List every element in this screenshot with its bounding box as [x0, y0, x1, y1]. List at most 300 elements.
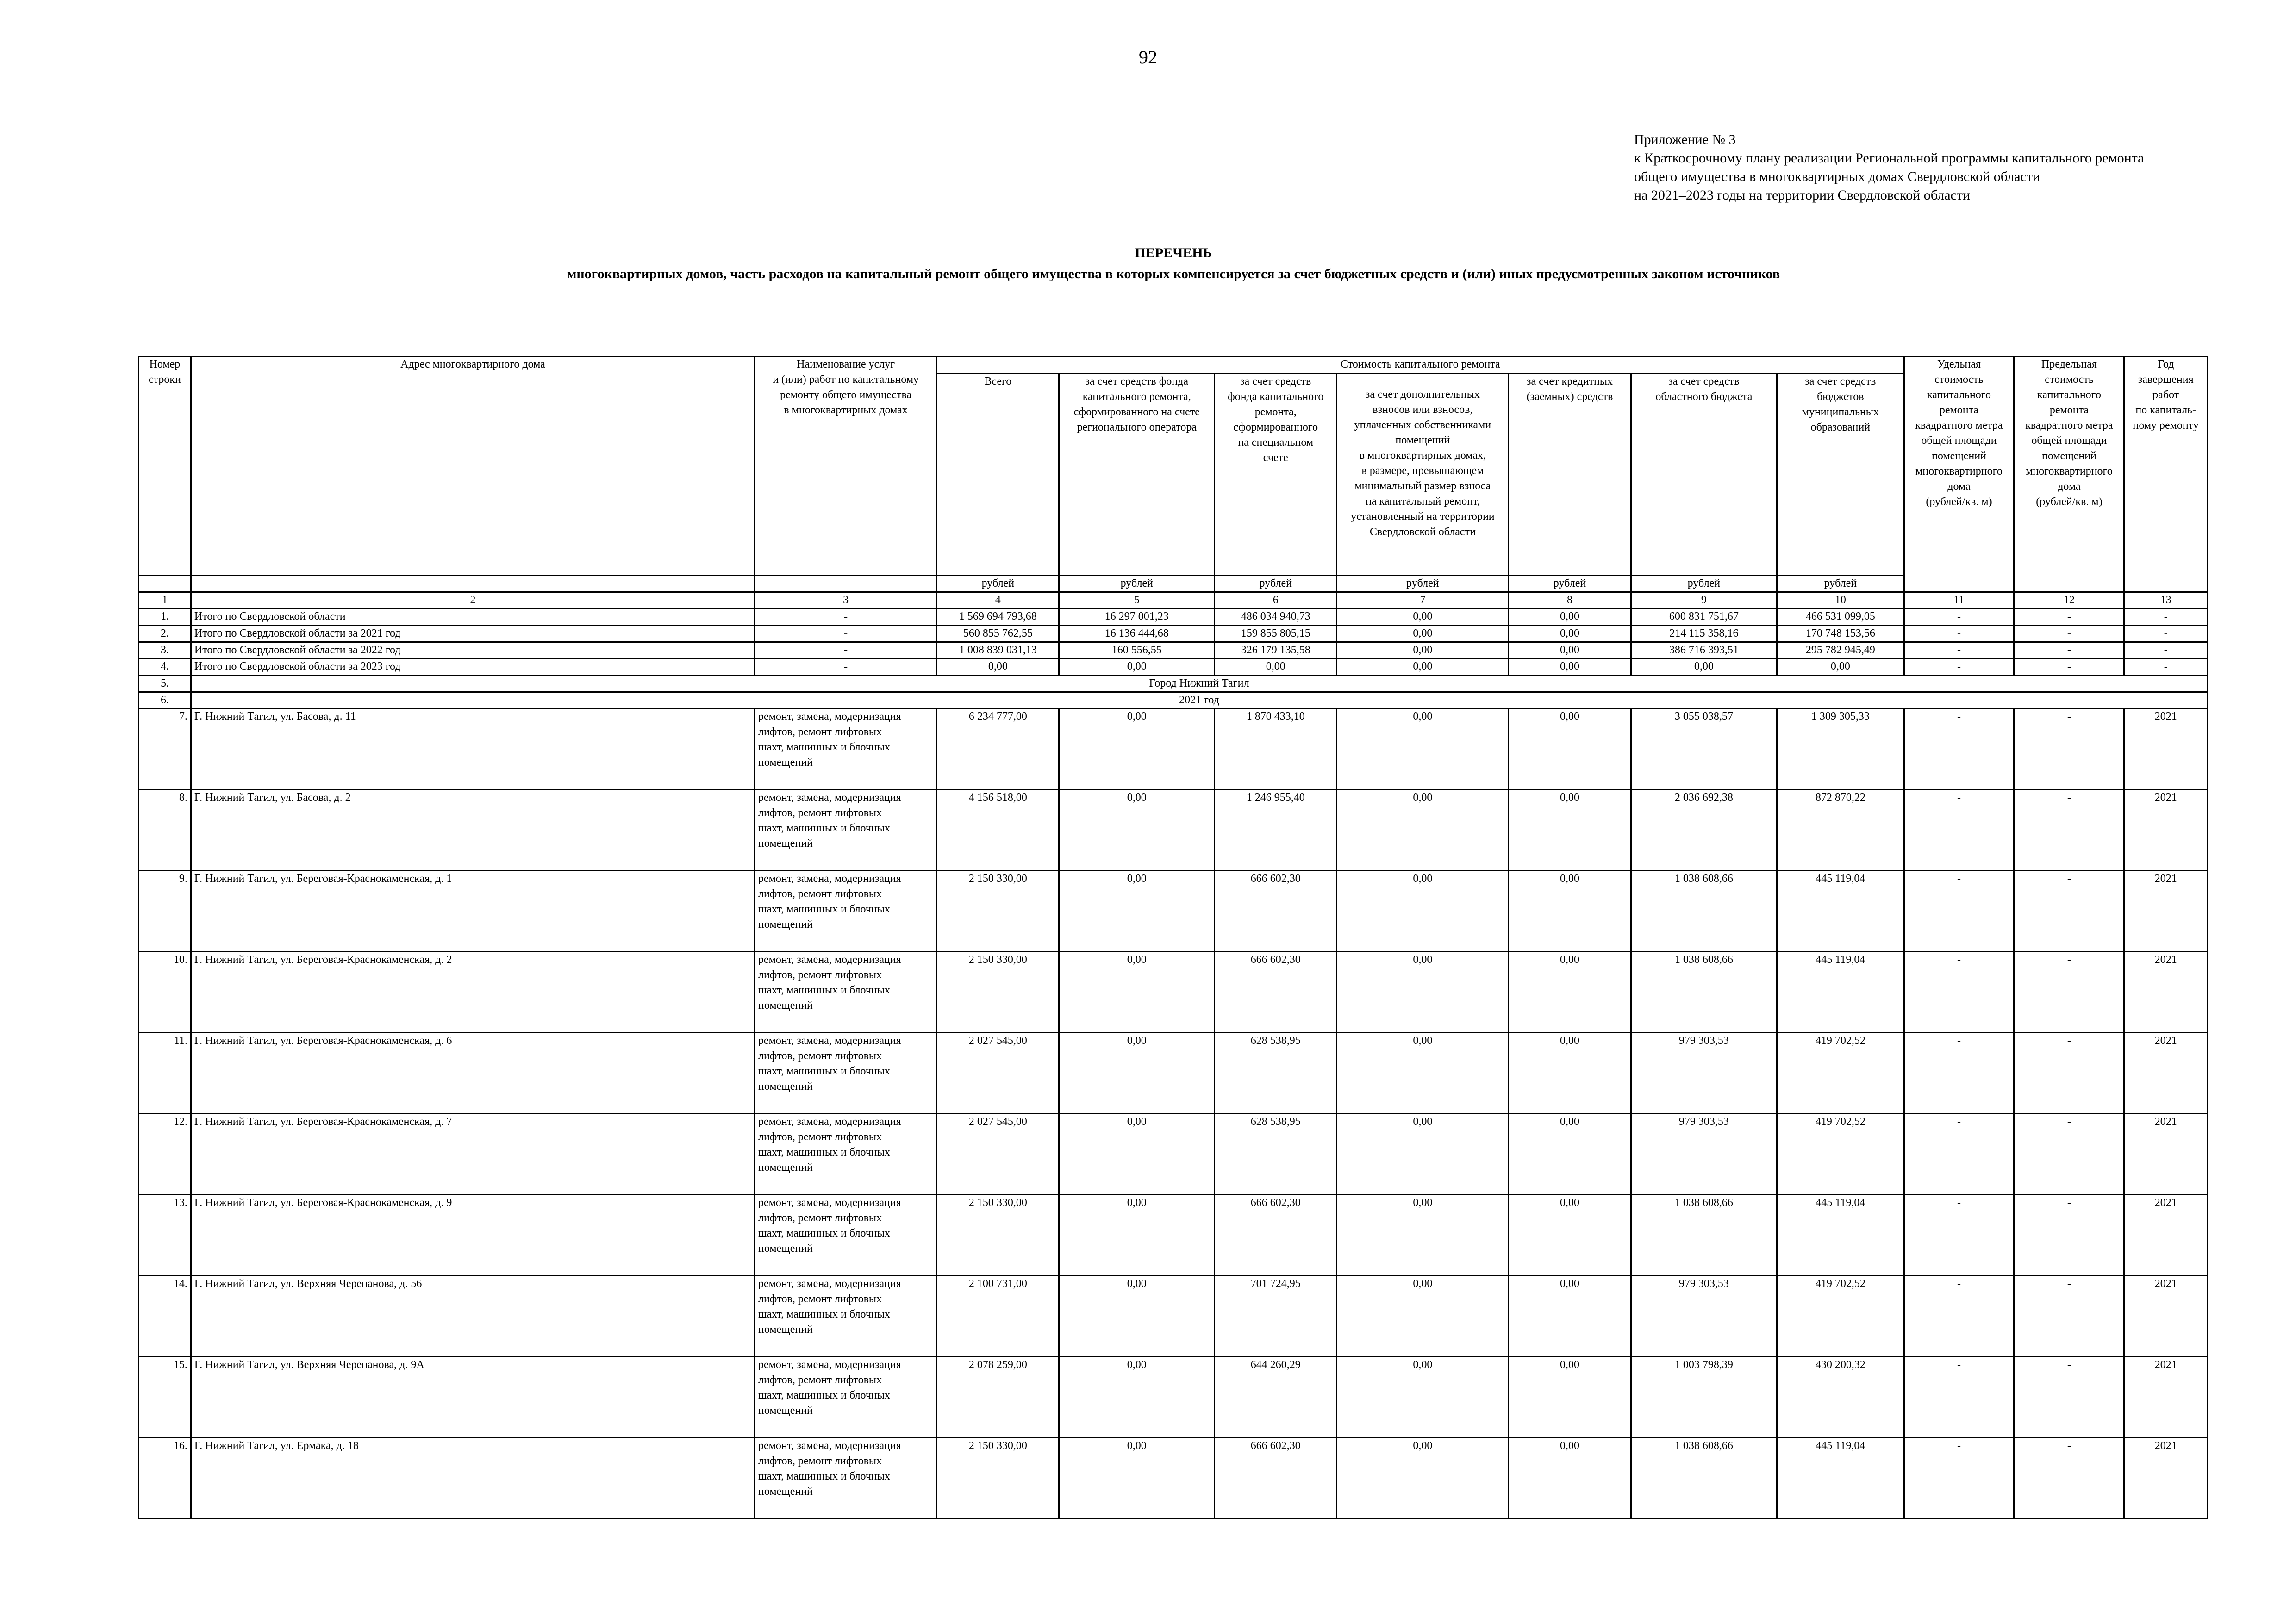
service-text: ремонт, замена, модернизация: [758, 873, 901, 885]
value-cell: 0,00: [1337, 1033, 1509, 1114]
item-rows: [139, 709, 2208, 1519]
header-unit-empty: [191, 575, 755, 592]
value-cell: 1 309 305,33: [1777, 709, 1904, 790]
value-cell: -: [2014, 1357, 2124, 1438]
value-cell: 560 855 762,55: [937, 625, 1059, 642]
table-row: [139, 952, 2208, 1033]
service-text: лифтов, ремонт лифтовых: [758, 807, 882, 819]
table-row: [139, 1033, 2208, 1114]
row-number: 6.: [139, 692, 191, 709]
service-text: ремонт, замена, модернизация: [758, 1278, 901, 1290]
header-text: Свердловской области: [1369, 526, 1476, 538]
value-cell: -: [2014, 609, 2124, 625]
address-cell: Г. Нижний Тагил, ул. Береговая-Краснокаменская, д. 2: [191, 952, 755, 1033]
service-text: лифтов, ремонт лифтовых: [758, 1455, 882, 1467]
header-text: за счет средств: [1668, 375, 1740, 387]
service-text: шахт, машинных и блочных: [758, 984, 890, 996]
value-cell: 666 602,30: [1215, 952, 1337, 1033]
value-cell: -: [1904, 709, 2014, 790]
table-row: [139, 1276, 2208, 1357]
document-title: ПЕРЕЧЕНЬ: [1135, 245, 1212, 261]
value-cell: 486 034 940,73: [1215, 609, 1337, 625]
column-number: 9: [1631, 592, 1777, 609]
header-unit-empty: [139, 575, 191, 592]
appendix-line: общего имущества в многоквартирных домах Свердловской области: [1634, 169, 2040, 184]
value-cell: 170 748 153,56: [1777, 625, 1904, 642]
value-cell: 1 008 839 031,13: [937, 642, 1059, 659]
value-cell: 0,00: [1215, 659, 1337, 675]
header-text: ремонту общего имущества: [780, 389, 912, 401]
value-cell: 0,00: [1509, 709, 1631, 790]
value-cell: 2021: [2124, 1114, 2208, 1195]
row-number: 16.: [139, 1438, 191, 1519]
value-cell: -: [1904, 1195, 2014, 1276]
value-cell: 0,00: [1509, 952, 1631, 1033]
value-cell: -: [2014, 625, 2124, 642]
appendix-line: Приложение № 3: [1634, 132, 1736, 147]
address-cell: Г. Нижний Тагил, ул. Верхняя Черепанова, д. 56: [191, 1276, 755, 1357]
value-cell: 386 716 393,51: [1631, 642, 1777, 659]
value-cell: 644 260,29: [1215, 1357, 1337, 1438]
value-cell: 430 200,32: [1777, 1357, 1904, 1438]
header-text: регионального оператора: [1077, 421, 1197, 433]
table-row: [139, 1438, 2208, 1519]
value-cell: 0,00: [1509, 1114, 1631, 1195]
value-cell: 2 150 330,00: [937, 871, 1059, 952]
header-text: образований: [1810, 421, 1871, 433]
row-number: 7.: [139, 709, 191, 790]
address-cell: Г. Нижний Тагил, ул. Береговая-Краснокаменская, д. 7: [191, 1114, 755, 1195]
summary-row: [139, 609, 2208, 625]
value-cell: 0,00: [1059, 1276, 1215, 1357]
header-text: за счет кредитных: [1526, 375, 1613, 387]
value-cell: 0,00: [1631, 659, 1777, 675]
header-text: за счет средств: [1805, 375, 1876, 387]
row-number: 4.: [139, 659, 191, 675]
header-unit: рублей: [1337, 575, 1509, 592]
header-text: минимальный размер взноса: [1354, 480, 1491, 492]
value-cell: -: [1904, 1276, 2014, 1357]
value-cell: -: [2014, 1114, 2124, 1195]
value-cell: -: [1904, 790, 2014, 871]
row-number: 15.: [139, 1357, 191, 1438]
address-cell: Итого по Свердловской области за 2021 год: [191, 625, 755, 642]
value-cell: 2021: [2124, 1195, 2208, 1276]
address-cell: Г. Нижний Тагил, ул. Верхняя Черепанова, д. 9А: [191, 1357, 755, 1438]
service-text: помещений: [758, 1486, 813, 1498]
service-text: лифтов, ремонт лифтовых: [758, 888, 882, 900]
value-cell: 0,00: [937, 659, 1059, 675]
header-text: бюджетов: [1817, 391, 1864, 403]
service-cell: [755, 790, 936, 871]
value-cell: -: [2014, 952, 2124, 1033]
value-cell: 2021: [2124, 952, 2208, 1033]
header-text: (рублей/кв. м): [1926, 496, 1992, 508]
table-row: [139, 871, 2208, 952]
value-cell: 445 119,04: [1777, 871, 1904, 952]
header-municipal-budget: [1777, 374, 1904, 575]
value-cell: 1 038 608,66: [1631, 871, 1777, 952]
header-unit: рублей: [1059, 575, 1215, 592]
service-cell: [755, 1276, 936, 1357]
service-cell: -: [755, 625, 936, 642]
service-text: шахт, машинных и блочных: [758, 822, 890, 834]
header-text: общей площади: [2031, 435, 2107, 447]
summary-rows: [139, 609, 2208, 675]
header-text: помещений: [1932, 450, 1986, 462]
service-text: ремонт, замена, модернизация: [758, 1116, 901, 1128]
service-text: шахт, машинных и блочных: [758, 1470, 890, 1482]
column-number: 10: [1777, 592, 1904, 609]
header-text: Предельная: [2041, 358, 2097, 370]
service-text: шахт, машинных и блочных: [758, 903, 890, 915]
service-text: шахт, машинных и блочных: [758, 1146, 890, 1158]
header-text: общей площади: [1921, 435, 1997, 447]
service-text: шахт, машинных и блочных: [758, 1065, 890, 1077]
header-text: стоимость: [1934, 374, 1984, 386]
header-text: муниципальных: [1802, 406, 1879, 418]
value-cell: 1 569 694 793,68: [937, 609, 1059, 625]
row-number: 3.: [139, 642, 191, 659]
column-number: 4: [937, 592, 1059, 609]
section-row: [139, 692, 2208, 709]
value-cell: 0,00: [1059, 1033, 1215, 1114]
header-text: Наименование услуг: [797, 358, 895, 370]
service-text: лифтов, ремонт лифтовых: [758, 969, 882, 981]
header-text: на специальном: [1238, 437, 1314, 449]
address-cell: Итого по Свердловской области за 2023 год: [191, 659, 755, 675]
value-cell: -: [1904, 871, 2014, 952]
value-cell: 326 179 135,58: [1215, 642, 1337, 659]
value-cell: -: [2124, 642, 2208, 659]
appendix-note: [1634, 131, 2144, 205]
header-text: фонда капитального: [1228, 391, 1324, 403]
service-cell: [755, 1195, 936, 1276]
address-cell: Г. Нижний Тагил, ул. Ермака, д. 18: [191, 1438, 755, 1519]
header-service: [755, 356, 936, 575]
service-text: ремонт, замена, модернизация: [758, 954, 901, 966]
value-cell: 159 855 805,15: [1215, 625, 1337, 642]
header-address: Адрес многоквартирного дома: [191, 356, 755, 575]
value-cell: 466 531 099,05: [1777, 609, 1904, 625]
value-cell: 1 038 608,66: [1631, 1195, 1777, 1276]
header-text: сформированного: [1233, 421, 1318, 433]
value-cell: 0,00: [1777, 659, 1904, 675]
header-text: сформированного на счете: [1073, 406, 1200, 418]
value-cell: 2021: [2124, 790, 2208, 871]
value-cell: -: [2124, 625, 2208, 642]
service-text: лифтов, ремонт лифтовых: [758, 1050, 882, 1062]
header-text: помещений: [2041, 450, 2096, 462]
value-cell: 0,00: [1509, 1276, 1631, 1357]
section-label: 2021 год: [191, 692, 2207, 709]
service-text: лифтов, ремонт лифтовых: [758, 1212, 882, 1224]
service-text: ремонт, замена, модернизация: [758, 711, 901, 723]
summary-row: [139, 659, 2208, 675]
value-cell: 0,00: [1059, 1195, 1215, 1276]
value-cell: 2 078 259,00: [937, 1357, 1059, 1438]
address-cell: Г. Нижний Тагил, ул. Басова, д. 11: [191, 709, 755, 790]
header-unit-empty: [755, 575, 936, 592]
value-cell: 2 150 330,00: [937, 1195, 1059, 1276]
header-text: завершения: [2138, 374, 2194, 386]
service-text: помещений: [758, 756, 813, 768]
value-cell: 0,00: [1337, 952, 1509, 1033]
value-cell: -: [1904, 642, 2014, 659]
column-number: 1: [139, 592, 191, 609]
section-label: Город Нижний Тагил: [191, 675, 2207, 692]
value-cell: 979 303,53: [1631, 1114, 1777, 1195]
value-cell: 0,00: [1059, 709, 1215, 790]
service-cell: [755, 952, 936, 1033]
column-number: 11: [1904, 592, 2014, 609]
table-row: [139, 1114, 2208, 1195]
header-row-number: [139, 356, 191, 575]
value-cell: 2021: [2124, 709, 2208, 790]
header-text: Удельная: [1937, 358, 1981, 370]
value-cell: -: [2014, 642, 2124, 659]
value-cell: 0,00: [1337, 1357, 1509, 1438]
value-cell: 0,00: [1059, 790, 1215, 871]
value-cell: 0,00: [1059, 1114, 1215, 1195]
value-cell: 2 027 545,00: [937, 1114, 1059, 1195]
table-row: [139, 1357, 2208, 1438]
header-text: в многоквартирных домах: [784, 404, 908, 416]
value-cell: 160 556,55: [1059, 642, 1215, 659]
repair-list-table: [138, 356, 2208, 1519]
column-number: 5: [1059, 592, 1215, 609]
header-text: в многоквартирных домах,: [1359, 450, 1486, 462]
header-text: уплаченных собственниками: [1354, 419, 1491, 431]
value-cell: 0,00: [1509, 642, 1631, 659]
header-regional-budget: [1631, 374, 1777, 575]
value-cell: 295 782 945,49: [1777, 642, 1904, 659]
header-cost-group: Стоимость капитального ремонта: [937, 356, 1904, 374]
header-text: помещений: [1395, 434, 1450, 446]
value-cell: 0,00: [1059, 1357, 1215, 1438]
value-cell: 2 150 330,00: [937, 1438, 1059, 1519]
value-cell: 0,00: [1059, 871, 1215, 952]
value-cell: 666 602,30: [1215, 871, 1337, 952]
value-cell: -: [2014, 871, 2124, 952]
header-text: стоимость: [2045, 374, 2094, 386]
header-text: работ: [2152, 389, 2179, 401]
value-cell: 2021: [2124, 1357, 2208, 1438]
header-unit-cost: [1904, 356, 2014, 592]
service-text: лифтов, ремонт лифтовых: [758, 726, 882, 738]
row-number: 1.: [139, 609, 191, 625]
value-cell: -: [2014, 709, 2124, 790]
value-cell: 1 038 608,66: [1631, 952, 1777, 1033]
value-cell: 1 246 955,40: [1215, 790, 1337, 871]
value-cell: -: [1904, 1114, 2014, 1195]
row-number: 8.: [139, 790, 191, 871]
column-number: 3: [755, 592, 936, 609]
value-cell: -: [2014, 790, 2124, 871]
address-cell: Г. Нижний Тагил, ул. Береговая-Краснокаменская, д. 6: [191, 1033, 755, 1114]
value-cell: 628 538,95: [1215, 1114, 1337, 1195]
header-text: (заемных) средств: [1526, 391, 1613, 403]
service-cell: [755, 1114, 936, 1195]
value-cell: 2 036 692,38: [1631, 790, 1777, 871]
value-cell: 0,00: [1337, 642, 1509, 659]
value-cell: 0,00: [1337, 1195, 1509, 1276]
header-text: Номер: [149, 358, 181, 370]
value-cell: -: [2014, 659, 2124, 675]
header-text: ремонта,: [1254, 406, 1297, 418]
appendix-line: к Краткосрочному плану реализации Региональной программы капитального ремонта: [1634, 150, 2144, 166]
header-text: за счет дополнительных: [1365, 388, 1480, 400]
value-cell: 0,00: [1337, 1114, 1509, 1195]
value-cell: 445 119,04: [1777, 952, 1904, 1033]
column-number: 2: [191, 592, 755, 609]
service-text: помещений: [758, 999, 813, 1012]
value-cell: 2021: [2124, 1033, 2208, 1114]
header-text: многоквартирного: [1915, 465, 2003, 477]
address-cell: Г. Нижний Тагил, ул. Береговая-Краснокаменская, д. 9: [191, 1195, 755, 1276]
table-header: [139, 356, 2208, 609]
value-cell: 0,00: [1337, 609, 1509, 625]
header-text: многоквартирного: [2026, 465, 2113, 477]
header-text: квадратного метра: [2025, 419, 2113, 431]
service-text: шахт, машинных и блочных: [758, 1389, 890, 1401]
value-cell: 0,00: [1059, 1438, 1215, 1519]
value-cell: -: [2014, 1276, 2124, 1357]
service-cell: [755, 709, 936, 790]
value-cell: 2 100 731,00: [937, 1276, 1059, 1357]
value-cell: 1 003 798,39: [1631, 1357, 1777, 1438]
service-text: помещений: [758, 1162, 813, 1174]
value-cell: 0,00: [1509, 625, 1631, 642]
value-cell: 214 115 358,16: [1631, 625, 1777, 642]
value-cell: -: [2014, 1033, 2124, 1114]
value-cell: 6 234 777,00: [937, 709, 1059, 790]
service-cell: [755, 1033, 936, 1114]
row-number: 14.: [139, 1276, 191, 1357]
value-cell: 600 831 751,67: [1631, 609, 1777, 625]
address-cell: Итого по Свердловской области: [191, 609, 755, 625]
header-text: Год: [2158, 358, 2174, 370]
header-text: ному ремонту: [2133, 419, 2199, 431]
header-text: на капитальный ремонт,: [1366, 495, 1480, 507]
header-text: за счет средств фонда: [1085, 375, 1189, 387]
value-cell: 1 870 433,10: [1215, 709, 1337, 790]
value-cell: 419 702,52: [1777, 1114, 1904, 1195]
value-cell: 0,00: [1337, 1276, 1509, 1357]
value-cell: 2 150 330,00: [937, 952, 1059, 1033]
row-number: 11.: [139, 1033, 191, 1114]
value-cell: 445 119,04: [1777, 1195, 1904, 1276]
service-cell: [755, 1357, 936, 1438]
value-cell: -: [1904, 625, 2014, 642]
value-cell: 16 136 444,68: [1059, 625, 1215, 642]
section-rows: [139, 675, 2208, 709]
header-regional-fund: [1059, 374, 1215, 575]
value-cell: 445 119,04: [1777, 1438, 1904, 1519]
table-row: [139, 1195, 2208, 1276]
value-cell: 419 702,52: [1777, 1033, 1904, 1114]
value-cell: -: [1904, 952, 2014, 1033]
value-cell: 2021: [2124, 1276, 2208, 1357]
header-text: капитального ремонта,: [1082, 391, 1191, 403]
value-cell: 872 870,22: [1777, 790, 1904, 871]
value-cell: 0,00: [1509, 790, 1631, 871]
row-number: 5.: [139, 675, 191, 692]
service-text: помещений: [758, 918, 813, 931]
header-text: капитального: [2037, 389, 2101, 401]
page-number: 92: [1139, 47, 1157, 68]
value-cell: 0,00: [1509, 659, 1631, 675]
service-cell: [755, 871, 936, 952]
service-cell: -: [755, 659, 936, 675]
header-text: дома: [1947, 481, 1971, 493]
value-cell: 0,00: [1509, 871, 1631, 952]
header-text: по капиталь-: [2135, 404, 2196, 416]
value-cell: -: [1904, 609, 2014, 625]
header-unit: рублей: [1777, 575, 1904, 592]
header-text: установленный на территории: [1351, 511, 1495, 523]
address-cell: Г. Нижний Тагил, ул. Береговая-Краснокаменская, д. 1: [191, 871, 755, 952]
value-cell: 666 602,30: [1215, 1195, 1337, 1276]
value-cell: 0,00: [1337, 659, 1509, 675]
header-text: за счет средств: [1240, 375, 1311, 387]
value-cell: 4 156 518,00: [937, 790, 1059, 871]
value-cell: -: [1904, 659, 2014, 675]
header-text: строки: [148, 374, 181, 386]
value-cell: 701 724,95: [1215, 1276, 1337, 1357]
column-number: 7: [1337, 592, 1509, 609]
header-special-account: [1215, 374, 1337, 575]
header-unit: рублей: [1509, 575, 1631, 592]
value-cell: 16 297 001,23: [1059, 609, 1215, 625]
header-unit: рублей: [1215, 575, 1337, 592]
header-total: Всего: [937, 374, 1059, 575]
section-row: [139, 675, 2208, 692]
service-text: помещений: [758, 1324, 813, 1336]
header-extra-contrib: [1337, 374, 1509, 575]
value-cell: 628 538,95: [1215, 1033, 1337, 1114]
table-row: [139, 790, 2208, 871]
value-cell: -: [1904, 1033, 2014, 1114]
value-cell: 979 303,53: [1631, 1276, 1777, 1357]
service-text: ремонт, замена, модернизация: [758, 1359, 901, 1371]
summary-row: [139, 642, 2208, 659]
header-year: [2124, 356, 2208, 592]
value-cell: 0,00: [1337, 871, 1509, 952]
value-cell: 0,00: [1059, 659, 1215, 675]
table-row: [139, 709, 2208, 790]
service-text: лифтов, ремонт лифтовых: [758, 1293, 882, 1305]
service-cell: -: [755, 609, 936, 625]
value-cell: 419 702,52: [1777, 1276, 1904, 1357]
value-cell: 666 602,30: [1215, 1438, 1337, 1519]
service-text: шахт, машинных и блочных: [758, 1227, 890, 1239]
value-cell: 0,00: [1337, 625, 1509, 642]
header-unit: рублей: [937, 575, 1059, 592]
value-cell: 0,00: [1337, 709, 1509, 790]
header-text: и (или) работ по капитальному: [773, 374, 919, 386]
value-cell: 2021: [2124, 871, 2208, 952]
address-cell: Г. Нижний Тагил, ул. Басова, д. 2: [191, 790, 755, 871]
service-cell: -: [755, 642, 936, 659]
address-cell: Итого по Свердловской области за 2022 год: [191, 642, 755, 659]
value-cell: 0,00: [1337, 790, 1509, 871]
header-credit: [1509, 374, 1631, 575]
service-text: помещений: [758, 1243, 813, 1255]
service-text: шахт, машинных и блочных: [758, 741, 890, 753]
value-cell: -: [2124, 659, 2208, 675]
header-text: квадратного метра: [1915, 419, 2003, 431]
